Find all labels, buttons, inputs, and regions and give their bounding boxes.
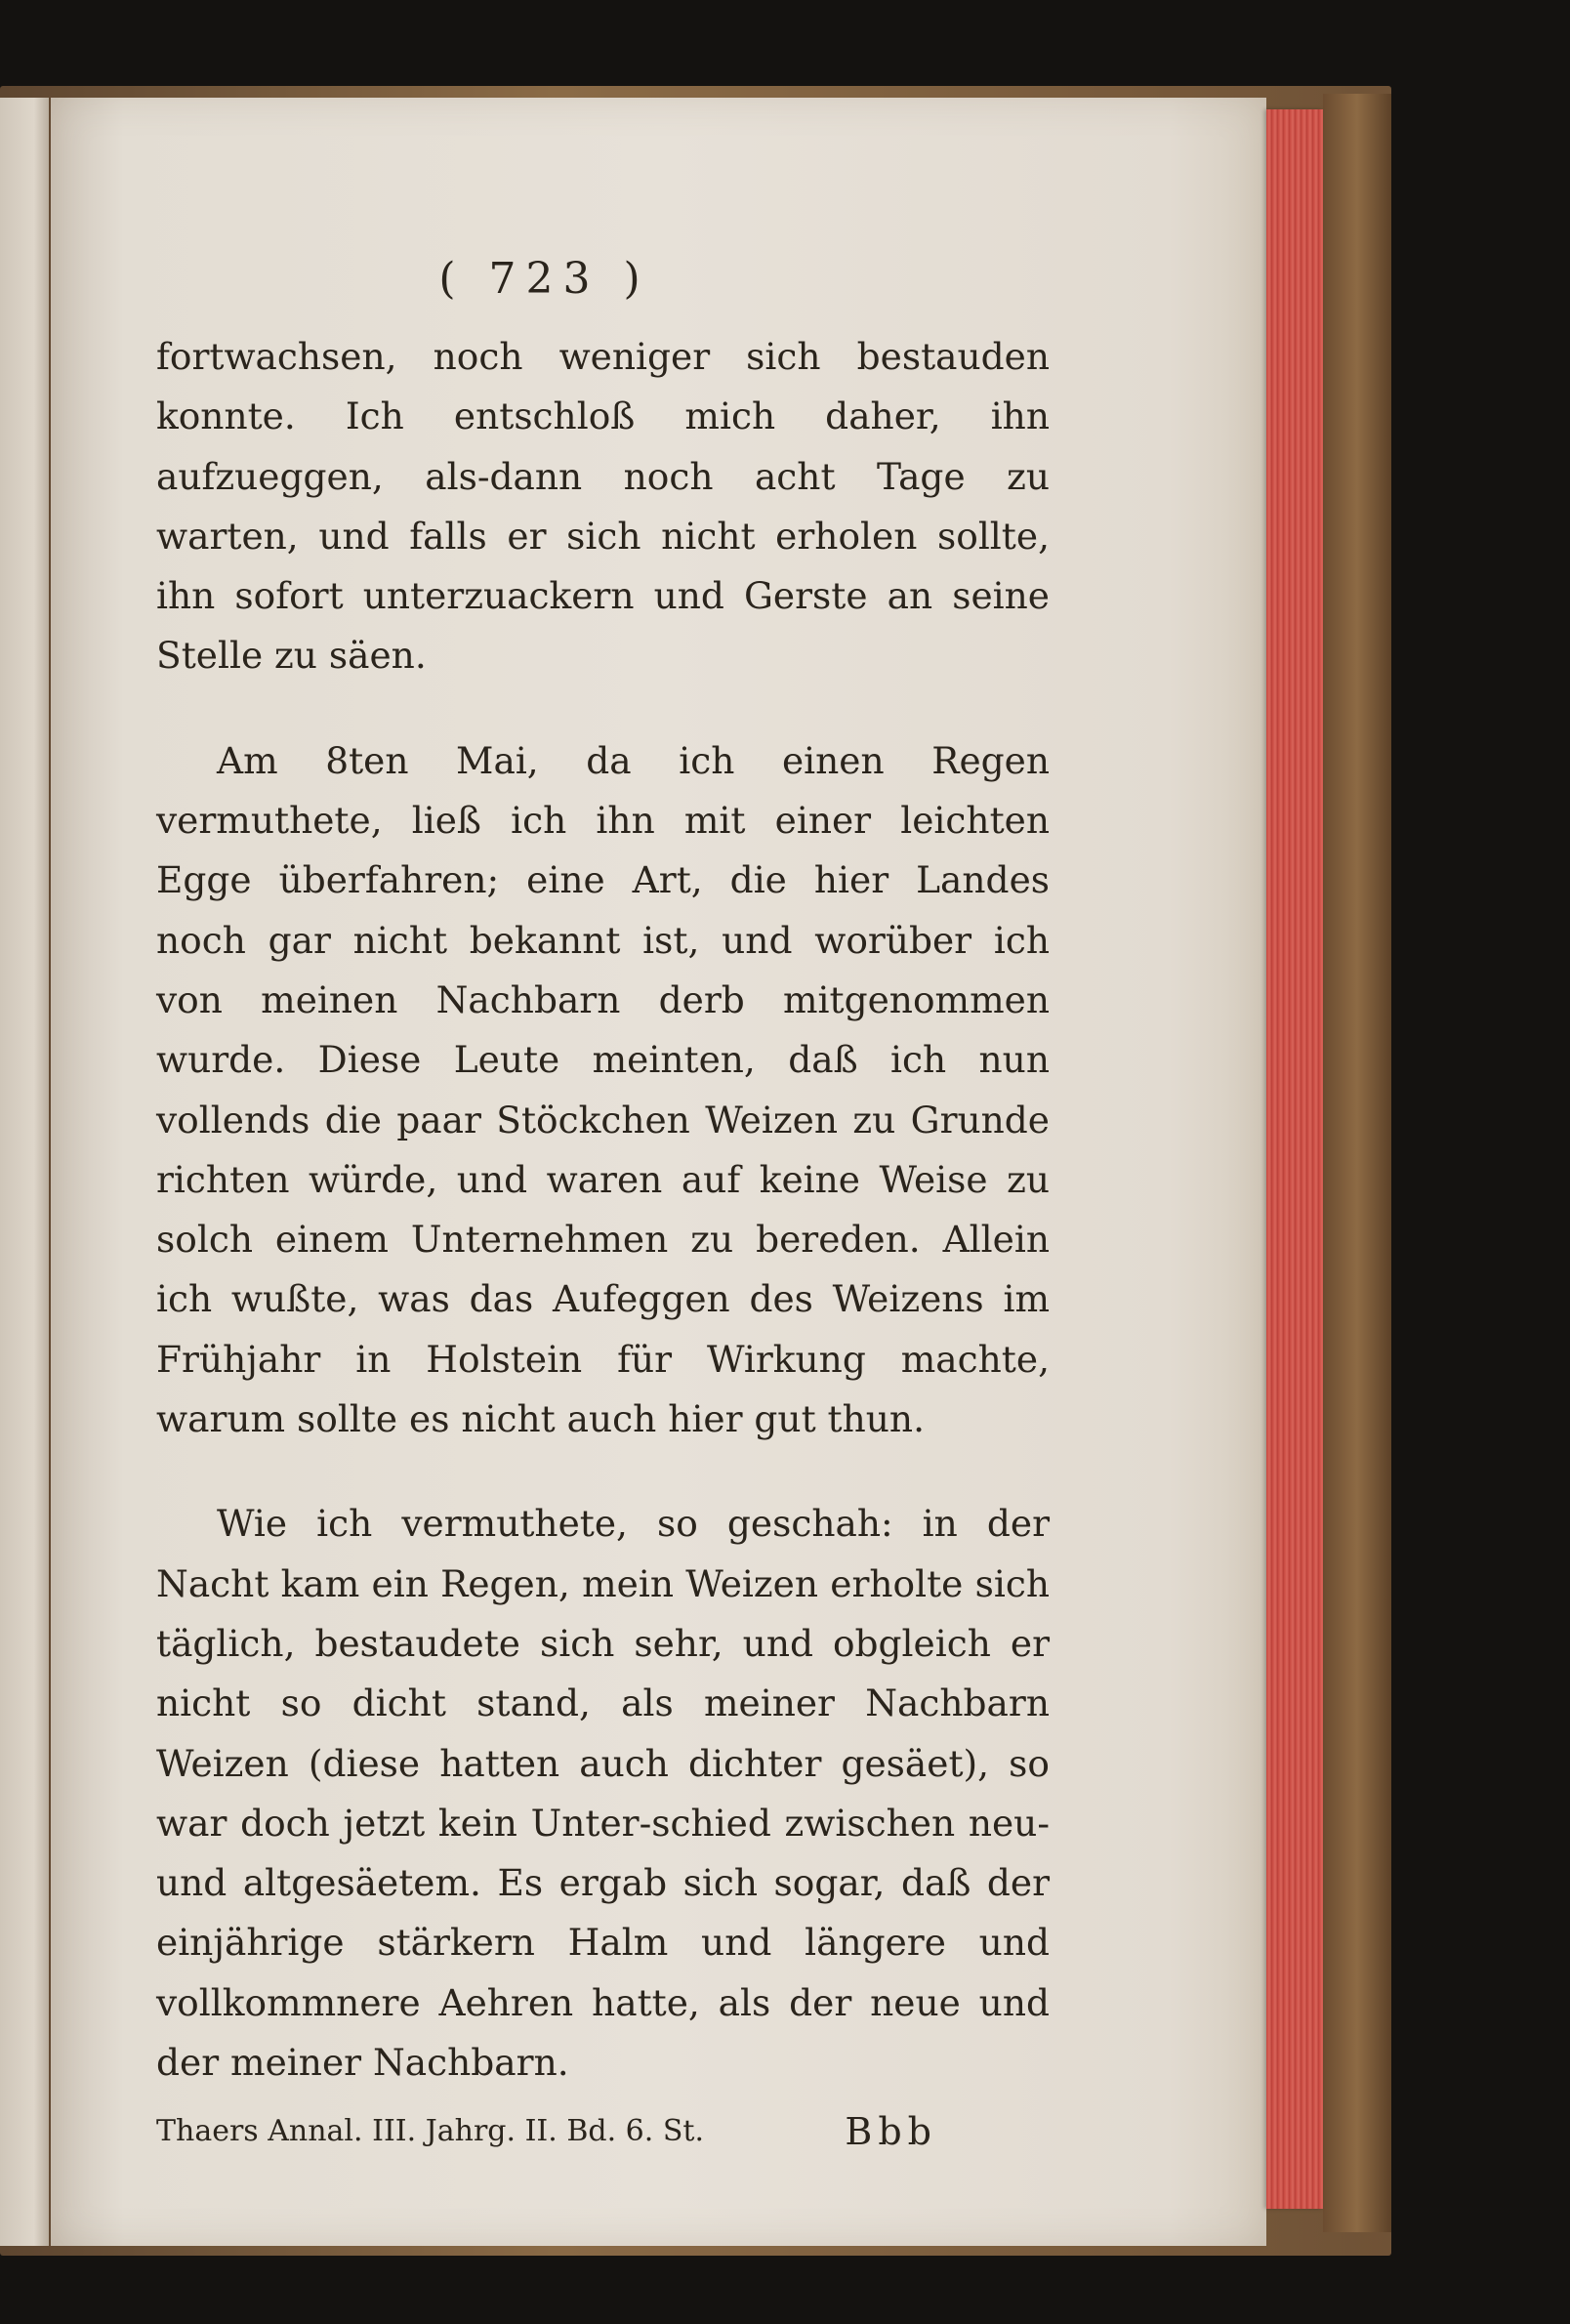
- paragraph-2: Am 8ten Mai, da ich einen Regen vermuthete, ließ ich ihn mit einer leichten Egge überfahren; eine Art, die hier Landes noch gar nicht bekannt ist, und worüber ich von meinen Nachbarn derb mitgenommen wurde. Diese Leute meinten, daß ich nun vollends die paar Stöckchen Weizen zu Grunde richten würde, und waren auf keine Weise zu solch einem Unternehmen zu bereden. Allein ich wußte, was das Aufeggen des Weizens im Frühjahr in Holstein für Wirkung machte, warum sollte es nicht auch hier gut thun.: [156, 738, 1050, 1441]
- cover-board: [1323, 94, 1391, 2232]
- page-number: ( 723 ): [438, 254, 650, 304]
- red-page-edges: [1266, 109, 1323, 2209]
- page-text-block: [156, 249, 1050, 2161]
- footer-note: Thaers Annal. III. Jahrg. II. Bd. 6. St.: [156, 2114, 704, 2149]
- facing-page-edge: [0, 98, 49, 2246]
- paragraph-1: fortwachsen, noch weniger sich bestauden konnte. Ich entschloß mich daher, ihn aufzueggen, als-dann noch acht Tage zu warten, und falls er sich nicht erholen sollte, ihn sofort unterzuackern und Gerste an seine Stelle zu säen.: [156, 335, 1050, 678]
- paragraph-3: Wie ich vermuthete, so geschah: in der Nacht kam ein Regen, mein Weizen erholte sich täglich, bestaudete sich sehr, und obgleich er nicht so dicht stand, als meiner Nachbarn Weizen (diese hatten auch dichter gesäet), so war doch jetzt kein Unter-schied zwischen neu- und altgesäetem. Es ergab sich sogar, daß der einjährige stärkern Halm und längere und vollkommnere Aehren hatte, als der neue und der meiner Nachbarn.: [156, 1502, 1050, 2085]
- page-footer: [156, 2102, 937, 2161]
- signature-mark: Bbb: [845, 2110, 937, 2154]
